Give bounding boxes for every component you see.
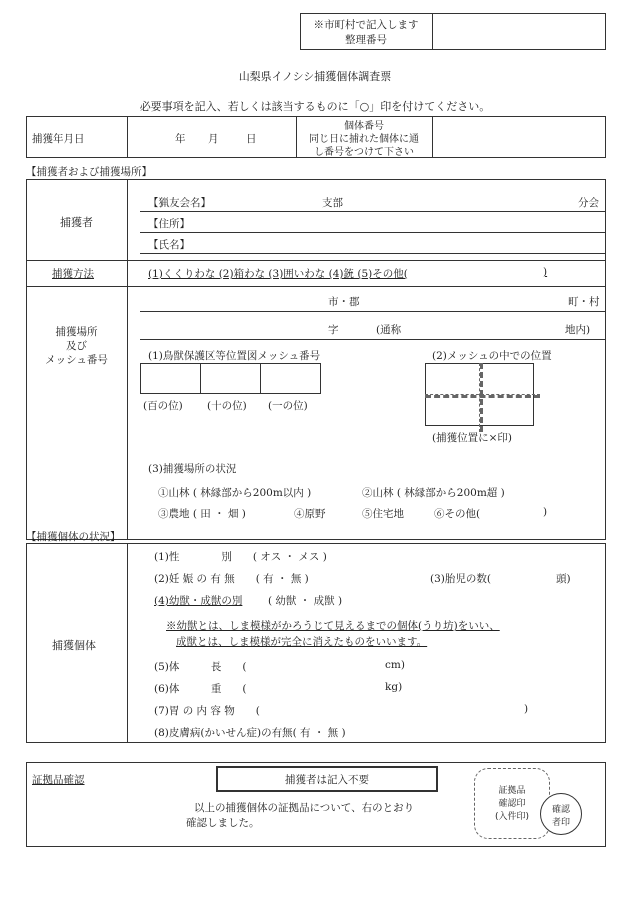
capture-method-label: 捕獲方法 bbox=[52, 268, 94, 280]
pregnancy-row[interactable]: (2)妊 娠 の 有 無 ( 有 ・ 無 ) bbox=[154, 573, 309, 585]
mesh-position-note: (捕獲位置に×印) bbox=[432, 432, 512, 444]
hunter-label: 捕獲者 bbox=[60, 216, 93, 229]
individual-id-field[interactable] bbox=[436, 126, 602, 146]
body-weight-label: (6)体 重 ( bbox=[154, 683, 247, 695]
situation-residential[interactable]: ⑤住宅地 bbox=[362, 508, 404, 520]
fetus-count-label: (3)胎児の数( bbox=[430, 573, 491, 585]
reference-label-line2: 整理番号 bbox=[345, 34, 387, 46]
evidence-text-line1: 以上の捕獲個体の証拠品について、右のとおり bbox=[194, 802, 415, 814]
city-label: 市・郡 bbox=[328, 296, 360, 308]
location-label-line1: 捕獲場所 bbox=[55, 326, 98, 338]
sex-row[interactable]: (1)性 別 ( オス ・ メス ) bbox=[154, 551, 327, 563]
individual-id-label-line2: 同じ日に捕れた個体に通 bbox=[309, 134, 419, 145]
mesh-hundreds-label: (百の位) bbox=[143, 400, 183, 412]
location-label-line2: 及び bbox=[66, 340, 87, 352]
situation-title: (3)捕獲場所の状況 bbox=[148, 463, 237, 475]
mesh-position-title: (2)メッシュの中での位置 bbox=[432, 350, 552, 362]
body-length-unit: cm) bbox=[385, 659, 405, 671]
situation-other-close: ) bbox=[543, 506, 548, 518]
capture-method-options[interactable]: (1)くくりわな (2)箱わな (3)囲いわな (4)銃 (5)その他( bbox=[148, 268, 408, 280]
no-entry-text: 捕獲者は記入不要 bbox=[285, 774, 369, 786]
mesh-tens-box[interactable] bbox=[200, 363, 261, 394]
individual-id-label-line1: 個体番号 bbox=[344, 121, 384, 132]
individual-label: 捕獲個体 bbox=[52, 639, 96, 652]
skin-disease-row[interactable]: (8)皮膚病(かいせん症)の有無( 有 ・ 無 ) bbox=[154, 727, 346, 739]
stamp2-line1: 確認 bbox=[551, 805, 570, 815]
stomach-contents-label: (7)胃 の 内 容 物 ( bbox=[154, 705, 260, 717]
name-label: 【氏名】 bbox=[148, 239, 190, 251]
section-individual-status: 【捕獲個体の状況】 bbox=[26, 531, 121, 543]
fetus-count-unit: 頭) bbox=[556, 573, 571, 585]
age-class-options[interactable]: ( 幼獣 ・ 成獣 ) bbox=[268, 595, 343, 607]
situation-other[interactable]: ⑥その他( bbox=[434, 508, 481, 520]
stamp1-line2: 確認印 bbox=[498, 799, 526, 809]
alias-label: (通称 bbox=[376, 324, 402, 336]
reference-label-line1: ※市町村で記入します bbox=[313, 19, 419, 31]
town-label: 町・村 bbox=[568, 296, 600, 308]
evidence-text-line2: 確認しました。 bbox=[186, 817, 260, 829]
situation-forest-near[interactable]: ①山林 ( 林縁部から200m以内 ) bbox=[158, 487, 312, 499]
mesh-hundreds-box[interactable] bbox=[140, 363, 201, 394]
mesh-ones-label: (一の位) bbox=[268, 400, 308, 412]
situation-wilderness[interactable]: ④原野 bbox=[294, 508, 326, 520]
stamp1-line3: (入件印) bbox=[494, 812, 530, 822]
age-class-label: (4)幼獣・成獣の別 bbox=[154, 595, 243, 607]
stamp1-line1: 証拠品 bbox=[498, 786, 526, 796]
capture-date-label: 捕獲年月日 bbox=[32, 133, 85, 145]
evidence-label: 証拠品確認 bbox=[32, 774, 85, 786]
branch-label: 支部 bbox=[322, 197, 343, 209]
section-hunter-location: 【捕獲者および捕獲場所】 bbox=[26, 166, 152, 178]
age-note-line2: 成獣とは、しま模様が完全に消えたものをいいます。 bbox=[176, 636, 428, 648]
capture-year-label: 年 bbox=[175, 133, 186, 145]
chinai-label: 地内) bbox=[565, 324, 591, 336]
mesh-number-title: (1)鳥獣保護区等位置図メッシュ番号 bbox=[148, 350, 321, 362]
club-name-label: 【猟友会名】 bbox=[148, 197, 211, 209]
age-note-line1: ※幼獣とは、しま模様がかろうじて見えるまでの個体(うり坊)をいい、 bbox=[166, 620, 500, 632]
situation-forest-far[interactable]: ②山林 ( 林縁部から200m超 ) bbox=[362, 487, 505, 499]
body-length-label: (5)体 長 ( bbox=[154, 661, 247, 673]
form-title: 山梨県イノシシ捕獲個体調査票 bbox=[238, 70, 392, 83]
reference-number-field[interactable] bbox=[436, 22, 602, 40]
capture-month-label: 月 bbox=[208, 133, 219, 145]
capture-day-label: 日 bbox=[246, 133, 257, 145]
stamp2-line2: 者印 bbox=[551, 818, 570, 828]
individual-id-label-line3: し番号をつけて下さい bbox=[314, 147, 414, 158]
address-label: 【住所】 bbox=[148, 218, 190, 230]
form-instruction: 必要事項を記入、若しくは該当するものに「○」印を付けてください。 bbox=[139, 100, 491, 113]
aza-label: 字 bbox=[328, 324, 339, 336]
body-weight-unit: kg) bbox=[385, 681, 403, 693]
location-label-line3: メッシュ番号 bbox=[45, 354, 108, 366]
mesh-tens-label: (十の位) bbox=[207, 400, 247, 412]
capture-method-close: ) bbox=[543, 266, 548, 278]
subbranch-label: 分会 bbox=[578, 197, 599, 209]
mesh-ones-box[interactable] bbox=[260, 363, 321, 394]
stomach-contents-close: ) bbox=[524, 703, 529, 715]
situation-farmland[interactable]: ③農地 ( 田 ・ 畑 ) bbox=[158, 508, 246, 520]
